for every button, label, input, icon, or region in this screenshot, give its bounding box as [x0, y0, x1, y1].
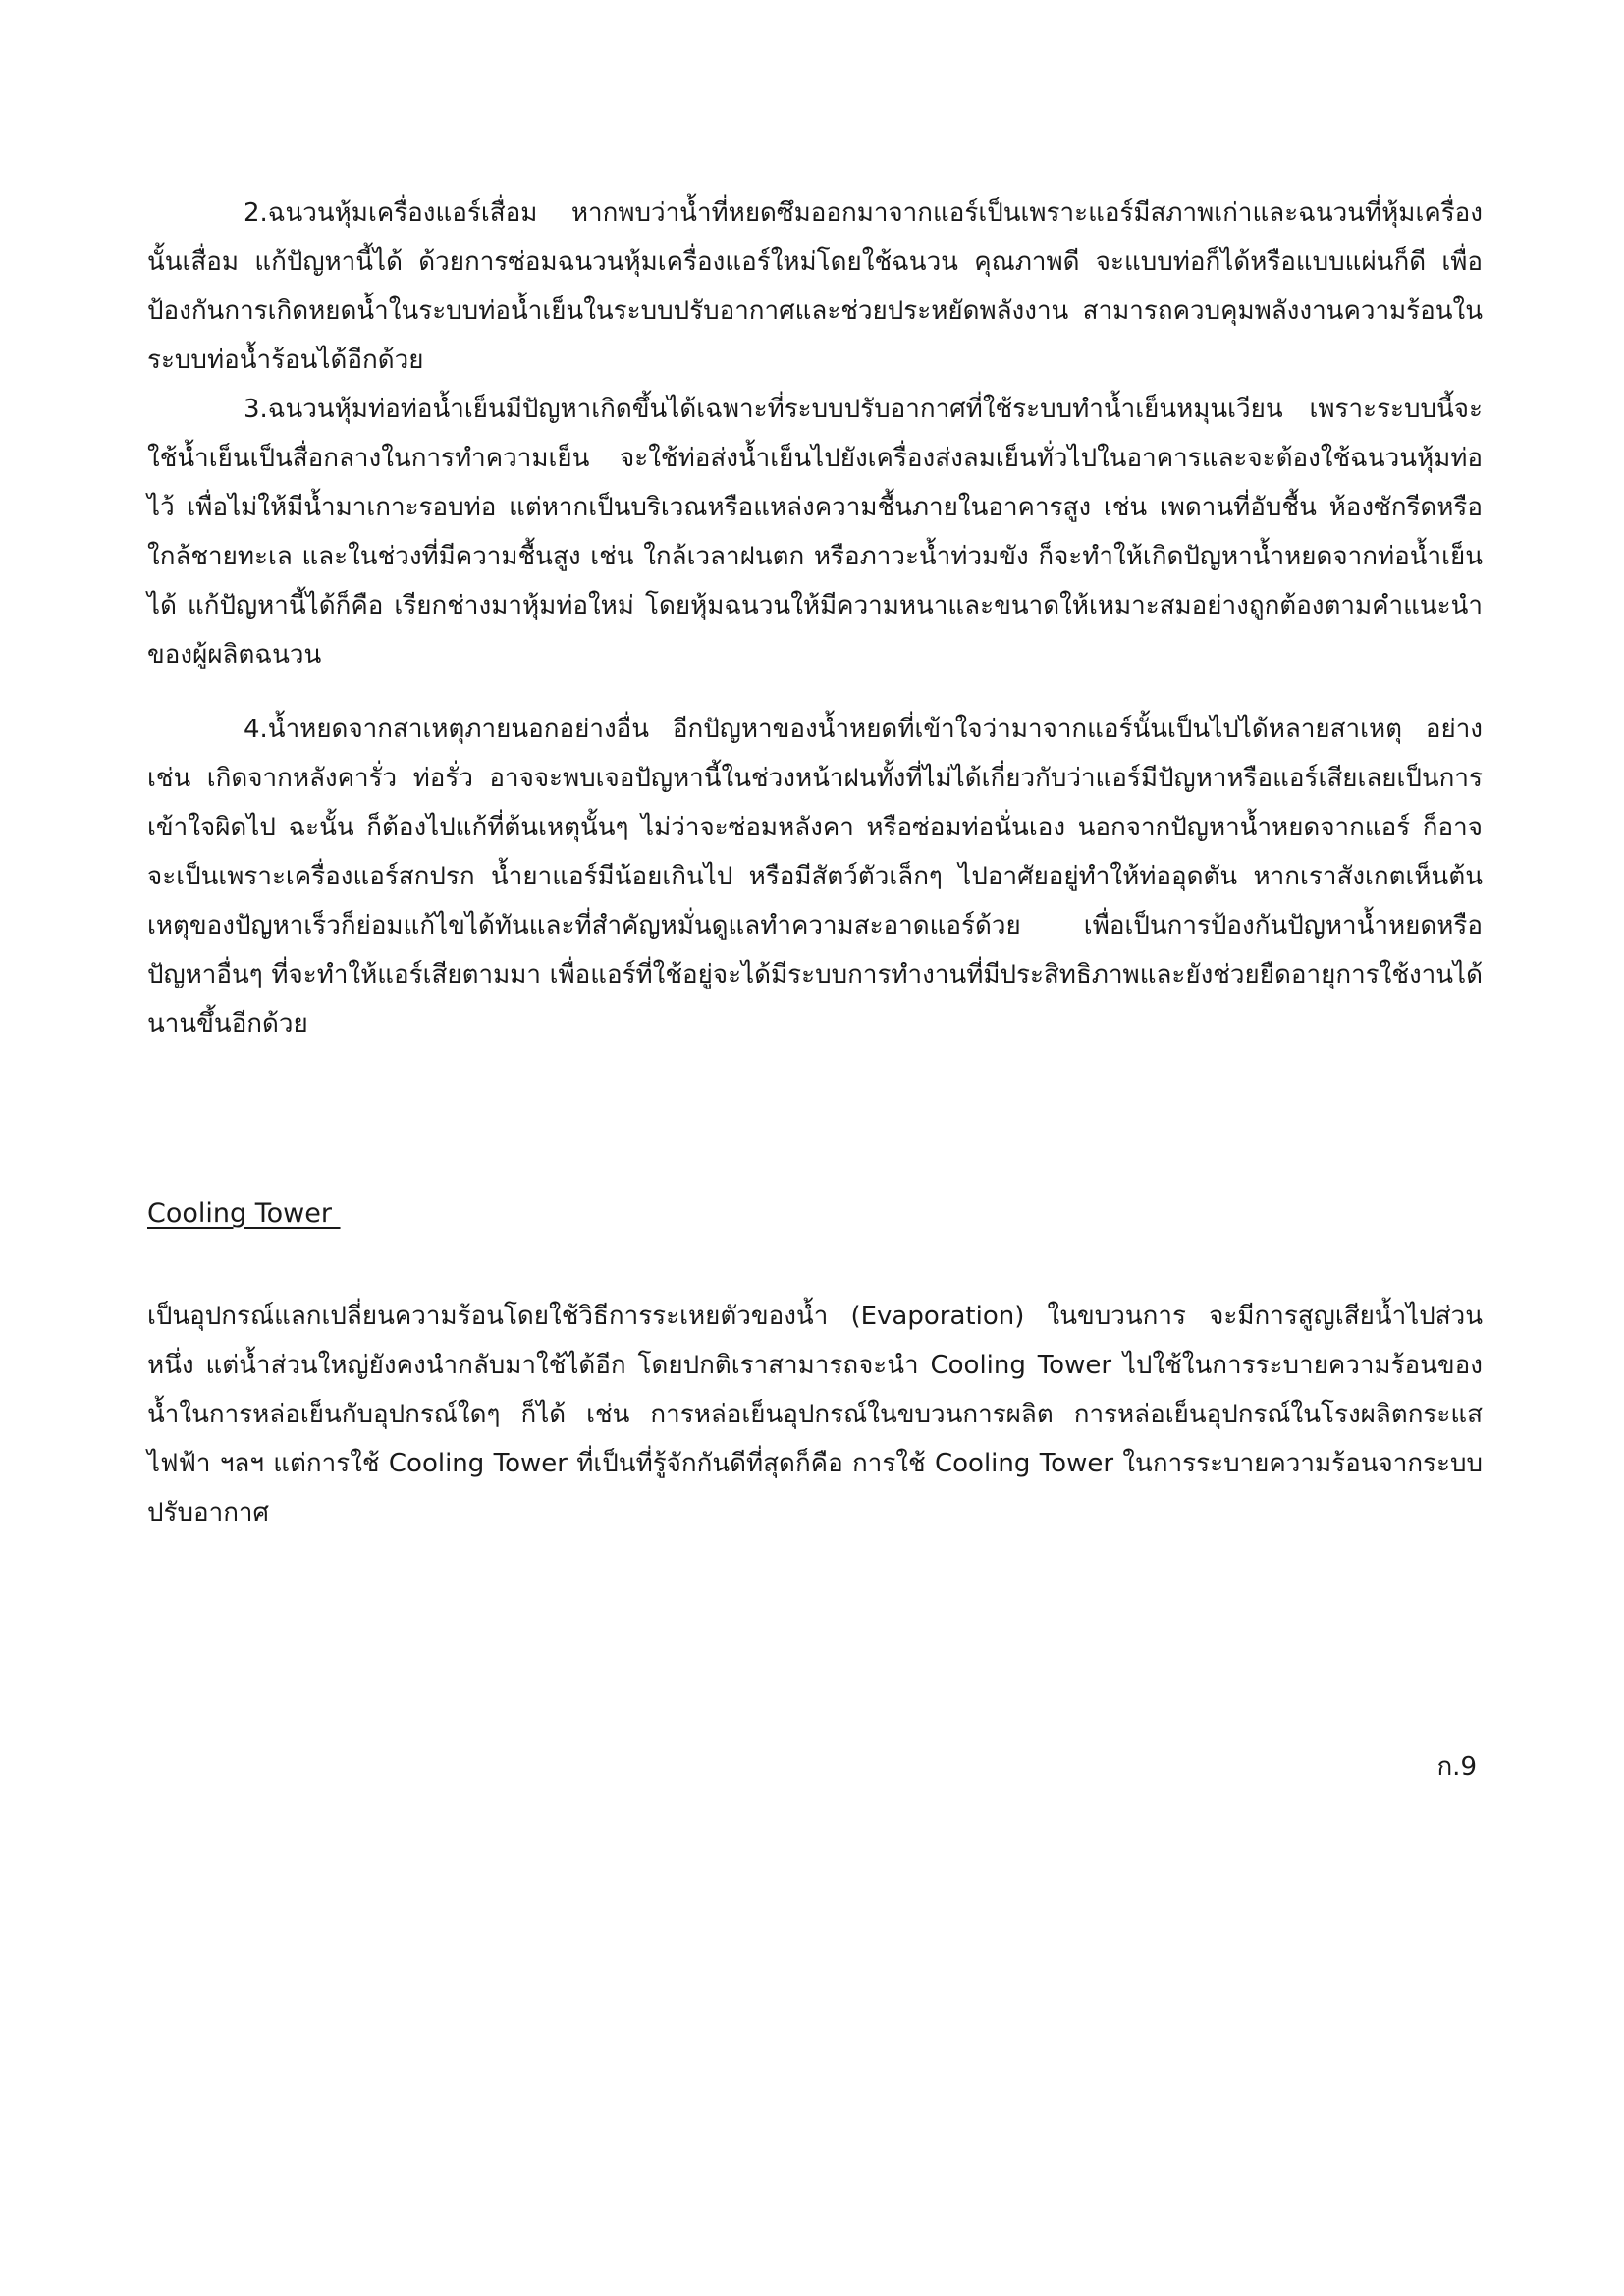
paragraph-item-2: 2.ฉนวนหุ้มเครื่องแอร์เสื่อม หากพบว่าน้ำที่หยดซึมออกมาจากแอร์เป็นเพราะแอร์มีสภาพเก่าและฉนวนที่หุ้มเครื่องนั้นเสื่อม แก้ปัญหานี้ได้ ด้วยการซ่อมฉนวนหุ้มเครื่องแอร์ใหม่โดยใช้ฉนวน คุณภาพดี จะแบบท่อก็ได้หรือแบบแผ่นก็ดี เพื่อป้องกันการเกิดหยดน้ำในระบบท่อน้ำเย็นในระบบปรับอากาศและช่วยประหยัดพลังงาน สามารถควบคุมพลังงานความร้อนในระบบท่อน้ำร้อนได้อีกด้วย: [147, 198, 1483, 375]
section-body-paragraph: เป็นอุปกรณ์แลกเปลี่ยนความร้อนโดยใช้วิธีการระเหยตัวของน้ำ (Evaporation) ในขบวนการ จะมีการสูญเสียน้ำไปส่วนหนึ่ง แต่น้ำส่วนใหญ่ยังคงนำกลับมาใช้ได้อีก โดยปกติเราสามารถจะนำ Cooling Tower ไปใช้ในการระบายความร้อนของน้ำในการหล่อเย็นกับอุปกรณ์ใดๆ ก็ได้ เช่น การหล่อเย็นอุปกรณ์ในขบวนการผลิต การหล่อเย็นอุปกรณ์ในโรงผลิตกระแสไฟฟ้า ฯลฯ แต่การใช้ Cooling Tower ที่เป็นที่รู้จักกันดีที่สุดก็คือ การใช้ Cooling Tower ในการระบายความร้อนจากระบบปรับอากาศ: [147, 1302, 1483, 1527]
paragraph-item-4: 4.น้ำหยดจากสาเหตุภายนอกอย่างอื่น อีกปัญหาของน้ำหยดที่เข้าใจว่ามาจากแอร์นั้นเป็นไปได้หลายสาเหตุ อย่างเช่น เกิดจากหลังคารั่ว ท่อรั่ว อาจจะพบเจอปัญหานี้ในช่วงหน้าฝนทั้งที่ไม่ได้เกี่ยวกับว่าแอร์มีปัญหาหรือแอร์เสียเลยเป็นการเข้าใจผิดไป ฉะนั้น ก็ต้องไปแก้ที่ต้นเหตุนั้นๆ ไม่ว่าจะซ่อมหลังคา หรือซ่อมท่อนั่นเอง นอกจากปัญหาน้ำหยดจากแอร์ ก็อาจจะเป็นเพราะเครื่องแอร์สกปรก น้ำยาแอร์มีน้อยเกินไป หรือมีสัตว์ตัวเล็กๆ ไปอาศัยอยู่ทำให้ท่ออุดตัน หากเราสังเกตเห็นต้นเหตุของปัญหาเร็วก็ย่อมแก้ไขได้ทันและที่สำคัญหมั่นดูแลทำความสะอาดแอร์ด้วย เพื่อเป็นการป้องกันปัญหาน้ำหยดหรือปัญหาอื่นๆ ที่จะทำให้แอร์เสียตามมา เพื่อแอร์ที่ใช้อยู่จะได้มีระบบการทำงานที่มีประสิทธิภาพและยังช่วยยืดอายุการใช้งานได้นานขึ้นอีกด้วย: [147, 715, 1483, 1039]
paragraph-item-3: 3.ฉนวนหุ้มท่อท่อน้ำเย็นมีปัญหาเกิดขึ้นได้เฉพาะที่ระบบปรับอากาศที่ใช้ระบบทำน้ำเย็นหมุนเวียน เพราะระบบนี้จะใช้น้ำเย็นเป็นสื่อกลางในการทำความเย็น จะใช้ท่อส่งน้ำเย็นไปยังเครื่องส่งลมเย็นทั่วไปในอาคารและจะต้องใช้ฉนวนหุ้มท่อไว้ เพื่อไม่ให้มีน้ำมาเกาะรอบท่อ แต่หากเป็นบริเวณหรือแหล่งความชื้นภายในอาคารสูง เช่น เพดานที่อับชื้น ห้องซักรีดหรือใกล้ชายทะเล และในช่วงที่มีความชื้นสูง เช่น ใกล้เวลาฝนตก หรือภาวะน้ำท่วมขัง ก็จะทำให้เกิดปัญหาน้ำหยดจากท่อน้ำเย็นได้ แก้ปัญหานี้ได้ก็คือ เรียกช่างมาหุ้มท่อใหม่ โดยหุ้มฉนวนให้มีความหนาและขนาดให้เหมาะสมอย่างถูกต้องตามคำแนะนำของผู้ผลิตฉนวน: [147, 395, 1483, 669]
section-heading-cooling-tower: Cooling Tower: [147, 1199, 341, 1229]
page-number: ก.9: [1436, 1752, 1477, 1782]
